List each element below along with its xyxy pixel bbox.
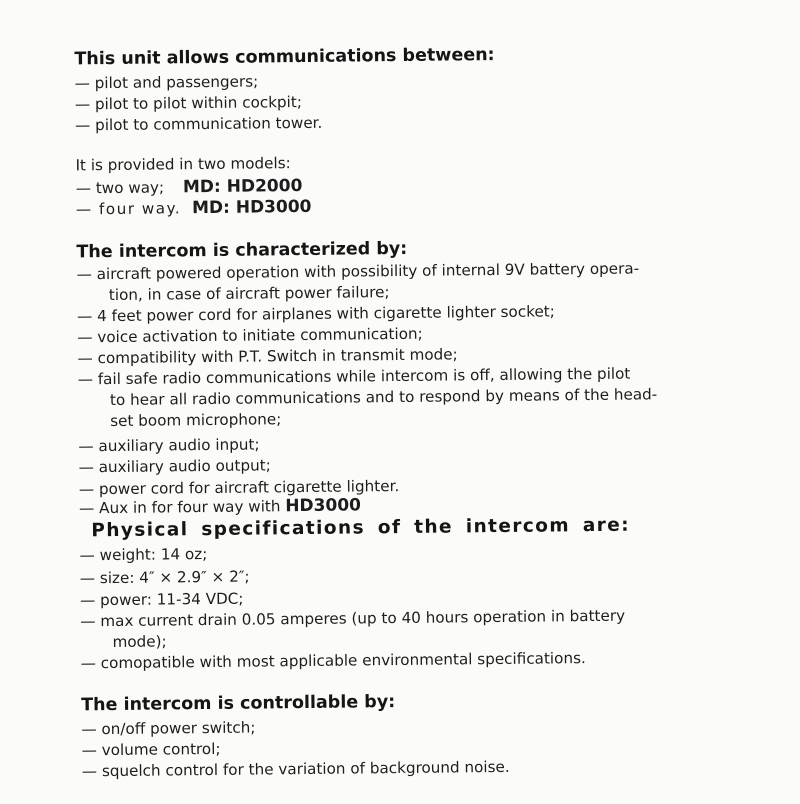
model-two-way-code: MD: HD2000 bbox=[182, 176, 303, 198]
list-item-continuation: tion, in case of aircraft power failure; bbox=[108, 283, 390, 305]
list-item: — 4 feet power cord for airplanes with cigarette lighter socket; bbox=[77, 302, 555, 326]
list-item: — aircraft powered operation with possibility of internal 9V battery opera- bbox=[76, 259, 640, 284]
list-item: — auxiliary audio input; bbox=[78, 435, 260, 456]
aux-line-model: HD3000 bbox=[285, 495, 362, 517]
controls-heading: The intercom is controllable by: bbox=[81, 692, 396, 716]
list-item: — fail safe radio communications while intercom is off, allowing the pilot bbox=[77, 364, 631, 389]
list-item-continuation: to hear all radio communications and to respond by means of the head- bbox=[109, 385, 658, 410]
list-item: — volume control; bbox=[81, 739, 221, 760]
list-item: — auxiliary audio output; bbox=[78, 456, 271, 477]
model-four-way bbox=[76, 197, 312, 220]
characteristics-heading: The intercom is characterized by: bbox=[76, 238, 408, 263]
list-item-continuation: set boom microphone; bbox=[110, 410, 282, 431]
aux-line-prefix: — Aux in for four way with bbox=[79, 497, 281, 518]
list-item: — squelch control for the variation of background noise. bbox=[81, 757, 510, 781]
list-item: — pilot and passengers; bbox=[74, 72, 259, 93]
list-item: — comopatible with most applicable environmental specifications. bbox=[80, 649, 586, 673]
list-item: — pilot to communication tower. bbox=[75, 113, 323, 135]
list-item: — on/off power switch; bbox=[81, 718, 256, 739]
list-item: — size: 4″ × 2.9″ × 2″; bbox=[79, 567, 250, 588]
list-item: — voice activation to initiate communication; bbox=[77, 324, 423, 347]
list-item: — power: 11-34 VDC; bbox=[79, 589, 244, 610]
models-intro: It is provided in two models: bbox=[75, 154, 291, 175]
list-item: — pilot to pilot within cockpit; bbox=[74, 93, 302, 114]
list-item: — max current drain 0.05 amperes (up to 40 hours operation in battery bbox=[80, 606, 626, 631]
model-two-way-label: — two way; bbox=[75, 178, 165, 198]
list-item: — power cord for aircraft cigarette lighter. bbox=[78, 477, 400, 499]
list-item: — weight: 14 oz; bbox=[79, 545, 208, 565]
aux-line bbox=[79, 495, 361, 519]
communications-heading: This unit allows communications between: bbox=[74, 44, 495, 70]
list-item-continuation: mode); bbox=[112, 632, 167, 652]
model-four-way-code: MD: HD3000 bbox=[191, 196, 312, 219]
list-item: — compatibility with P.T. Switch in transmit mode; bbox=[77, 345, 458, 368]
model-four-way-label: — four way. bbox=[75, 199, 182, 219]
model-two-way bbox=[76, 176, 303, 199]
specifications-heading: Physical specifications of the intercom are: bbox=[91, 514, 631, 542]
